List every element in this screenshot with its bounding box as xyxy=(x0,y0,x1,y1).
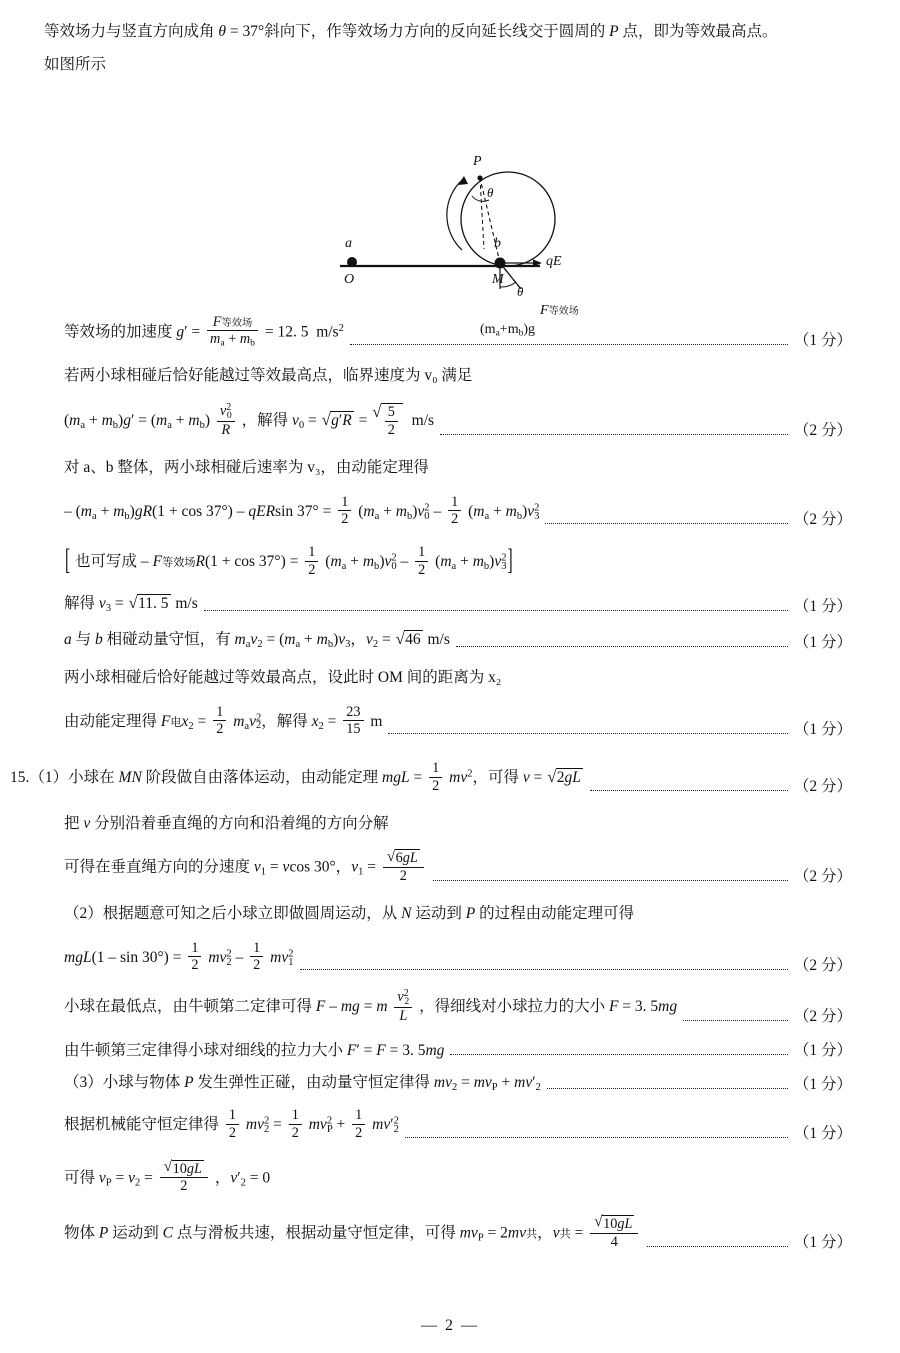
q15-part3-row xyxy=(44,1072,852,1094)
energy-equation-content: – $(m_a + m_b)gR(1 + \cos 37^\circ) - qERsin$ 37° = $\frac{1}{2}$ $(m_a + m_b)v^2_0$ – $\frac{1}{2}$ $(m_a + m_b)v^2_3$ xyxy=(64,493,540,528)
fraction-F-over-m: $\frac{\text{F等效场}}{m_a + m_b}$ xyxy=(207,314,258,350)
energy-equation-row xyxy=(44,495,852,530)
score-11: （1 分） xyxy=(793,1042,852,1060)
intro-line-2: 如图所示 xyxy=(44,55,107,73)
q15-part1-content: 15.（1）小球在 MN 阶段做自由落体运动，由动能定理 mgL = $\frac{1}{2}$ $mv^2$，可得 v = √ 2gL xyxy=(10,761,584,796)
figure-label-O: O xyxy=(344,271,355,287)
figure-label-P: P xyxy=(473,153,482,169)
leader-dots xyxy=(450,1053,787,1055)
score-6: （1 分） xyxy=(793,721,852,739)
intro-line-1 xyxy=(44,20,852,45)
q15-part2-row xyxy=(44,941,852,976)
intro-text-c: 点，即为等效最高点。 xyxy=(618,23,778,40)
figure-label-F: F等效场 xyxy=(540,302,579,318)
leader-dots xyxy=(647,1245,787,1247)
document-page xyxy=(0,20,900,1353)
intro-point-p: P xyxy=(609,23,619,40)
leader-dots xyxy=(456,645,788,647)
leader-dots xyxy=(204,609,788,611)
x2-result-row xyxy=(44,705,852,740)
figure-label-qE: qE xyxy=(546,253,562,269)
v3-result-content: 解得 $v_3$ = √ 11. 5 m/s xyxy=(64,594,198,616)
leader-dots xyxy=(547,1087,788,1089)
momentum-conservation-content: a 与 b 相碰动量守恒，有 $m_av_2 = (m_a + m_b)v_3$，$v_2$ = √ 46 m/s xyxy=(64,630,450,652)
figure-label-b: b xyxy=(494,235,501,251)
figure-label-M: M xyxy=(492,271,504,287)
figure-label-theta-top: θ xyxy=(487,184,494,200)
q15-final-content: 物体 P 运动到 C 点与滑板共速，根据动量守恒定律，可得 $mv_P = 2mv$共，v共 = √ $\frac{10gL}{4}$ xyxy=(64,1216,641,1252)
q15-decompose: 把 v 分别沿着垂直绳的方向和沿着绳的方向分解 xyxy=(64,814,389,832)
score-9: （2 分） xyxy=(793,957,852,975)
leader-dots xyxy=(405,1136,788,1138)
q15-part2-intro: （2）根据题意可知之后小球立即做圆周运动，从 N 运动到 P 的过程由动能定理可得 xyxy=(64,904,635,922)
ab-whole-intro: 对 a、b 整体，两小球相碰后速率为 v₃，由动能定理得 xyxy=(64,459,429,477)
x2-result-content: 由动能定理得 F电$x_2$ = $\frac{1}{2}$ $m_av^2_2$，解得 $x_2$ = $\frac{23}{15}$ m xyxy=(64,703,383,738)
leader-dots xyxy=(545,522,787,524)
q15-final-row xyxy=(44,1216,852,1252)
q15-perp-content: 可得在垂直绳方向的分速度 $v_1 = vcos$ 30°，$v_1$ = √ $\frac{6gL}{2}$ xyxy=(64,850,427,886)
q15-lowest-point-content: 小球在最低点，由牛顿第二定律可得 F – mg = m $\frac{v^2_2}{L}$ ，得细线对小球拉力的大小 F = 3. 5mg xyxy=(64,988,678,1025)
score-1: （1 分） xyxy=(793,332,852,350)
q15-part1-row xyxy=(10,761,852,796)
leader-dots xyxy=(440,433,788,435)
equivalent-acceleration-label: 等效场的加速度 xyxy=(64,323,177,341)
figure-label-theta-bottom: θ xyxy=(517,283,524,299)
score-13: （1 分） xyxy=(793,1124,852,1142)
v3-result-row xyxy=(44,594,852,616)
equivalent-acceleration-row xyxy=(44,315,852,351)
critical-velocity-intro: 若两小球相碰后恰好能越过等效最高点，临界速度为 v₀ 满足 xyxy=(64,367,473,385)
score-7: （2 分） xyxy=(793,777,852,795)
alternative-form-row: [ 也可写成 – F等效场R(1 + cos 37°) = $\frac{1}{2}$ $(m_a + m_b)v^2_0$ – $\frac{1}{2}$ $(m_a + m_b)v^2_3$] xyxy=(65,544,513,578)
intro-text-b: = 37°斜向下，作等效场力方向的反向延长线交于圆周的 xyxy=(226,23,610,40)
critical-velocity-row xyxy=(44,403,852,440)
leader-dots xyxy=(300,968,788,970)
score-3: （2 分） xyxy=(793,511,852,529)
score-4: （1 分） xyxy=(793,597,852,615)
score-14: （1 分） xyxy=(793,1233,852,1251)
q15-newton3-row xyxy=(44,1038,852,1060)
score-10: （2 分） xyxy=(793,1008,852,1026)
leader-dots xyxy=(590,789,788,791)
intro-paragraph xyxy=(44,20,852,78)
leader-dots xyxy=(683,1019,788,1021)
score-12: （1 分） xyxy=(793,1076,852,1094)
leader-dots xyxy=(388,732,787,734)
intro-text-a: 等效场力与竖直方向成角 xyxy=(44,23,219,40)
leader-dots xyxy=(350,343,788,345)
figure-label-a: a xyxy=(345,235,352,251)
page-number: — 2 — xyxy=(421,1317,479,1334)
score-5: （1 分） xyxy=(793,633,852,651)
q15-number: 15. xyxy=(10,768,30,786)
critical-velocity-content: $(m_a + m_b)g' = (m_a + m_b)$ $\frac{v^2_0}{R}$ ，解得 $v_0$ = √ g′R = √ $\frac{5}{2}$ m/s xyxy=(64,403,434,440)
q15-lowest-point-row xyxy=(44,989,852,1026)
q15-part2-content: mgL(1 – sin 30°) = $\frac{1}{2}$ $mv^2_2$ – $\frac{1}{2}$ $mv^2_1$ xyxy=(64,939,294,974)
q15-mech-energy-content: 根据机械能守恒定律得 $\frac{1}{2}$ $mv^2_2$ = $\frac{1}{2}$ $mv^2_P$ + $\frac{1}{2}$ $mv'^2_2$ xyxy=(64,1107,399,1141)
momentum-conservation-row xyxy=(44,630,852,652)
q15-newton3-content: 由牛顿第三定律得小球对细线的拉力大小 F′ = F = 3. 5mg xyxy=(64,1041,445,1059)
figure-label-weight: $(m_a+m_b)g$ xyxy=(480,321,536,339)
intro-theta: θ xyxy=(218,23,227,40)
score-2: （2 分） xyxy=(793,422,852,440)
leader-dots xyxy=(433,879,788,881)
q15-vp-result: 可得 $v_P = v_2$ = √ $\frac{10gL}{2}$ ，$v'_2 = 0$ xyxy=(44,1161,852,1197)
q15-perp-row xyxy=(44,850,852,886)
om-distance-intro: 两小球相碰后恰好能越过等效最高点，设此时 OM 间的距离为 x₂ xyxy=(64,668,502,686)
q15-part3-content: （3）小球与物体 P 发生弹性正碰，由动量守恒定律得 $mv_2 = mv_P + mv'_2$ xyxy=(64,1073,541,1093)
q15-mech-energy-row xyxy=(44,1108,852,1143)
score-8: （2 分） xyxy=(793,867,852,885)
equivalent-acceleration-content: 等效场的加速度 g′ = $\frac{\text{F等效场}}{m_a + m_b}$ = 12. 5 $m/s^2$ xyxy=(64,313,344,349)
